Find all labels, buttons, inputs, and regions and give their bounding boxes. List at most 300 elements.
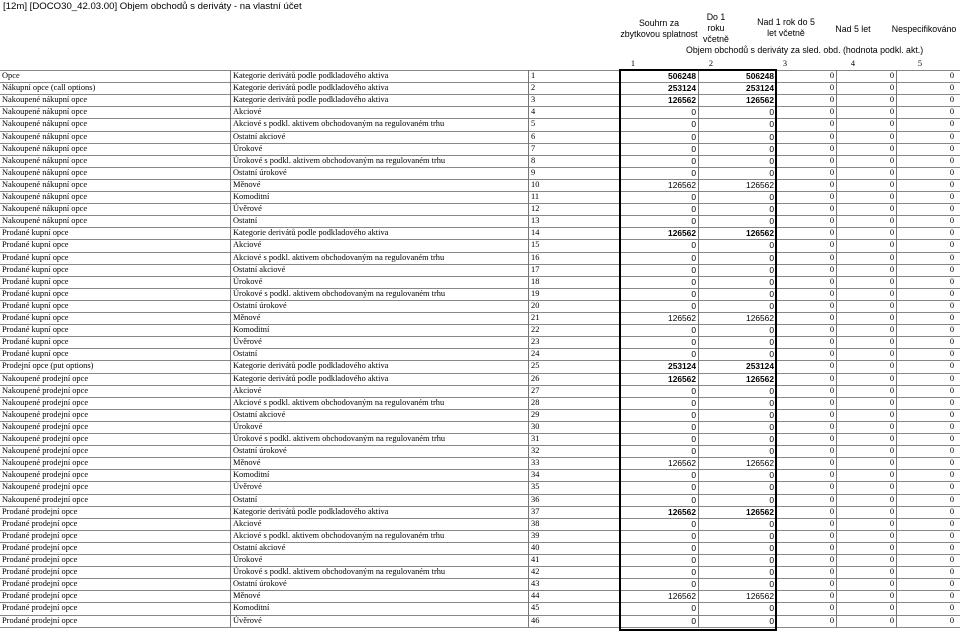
row-number-cell: 9 [528,167,620,179]
row-number-cell: 25 [528,360,620,372]
row-subcategory-cell: Úvěrové [230,203,528,215]
value-1-5y-cell: 0 [776,300,836,312]
value-up-to-1y-cell: 0 [698,385,776,397]
value-unspecified-cell: 0 [896,518,960,530]
value-1-5y-cell: 0 [776,457,836,469]
value-over-5y-cell: 0 [836,518,896,530]
table-row [0,167,960,179]
row-category-cell: Prodané prodejní opce [2,530,78,540]
value-over-5y-cell: 0 [836,602,896,614]
value-total-cell: 0 [620,385,698,397]
value-1-5y-cell: 0 [776,70,836,82]
table-row [0,300,960,312]
value-over-5y-cell: 0 [836,312,896,324]
value-total-cell: 0 [620,554,698,566]
row-category-cell: Nakoupené prodejní opce [2,373,89,383]
value-unspecified-cell: 0 [896,615,960,627]
value-1-5y-cell: 0 [776,445,836,457]
value-up-to-1y-cell: 0 [698,602,776,614]
value-total-cell: 126562 [620,312,698,324]
value-up-to-1y-cell: 0 [698,433,776,445]
row-number-cell: 38 [528,518,620,530]
table-row [0,155,960,167]
row-number-cell: 20 [528,300,620,312]
value-over-5y-cell: 0 [836,143,896,155]
row-subcategory-cell: Akciové [230,106,528,118]
row-category-cell: Prodané prodejní opce [2,506,78,516]
value-up-to-1y-cell: 0 [698,530,776,542]
value-total-cell: 0 [620,602,698,614]
row-subcategory-cell: Ostatní akciové [230,131,528,143]
row-number-cell: 13 [528,215,620,227]
value-up-to-1y-cell: 0 [698,615,776,627]
value-total-cell: 0 [620,421,698,433]
table-row [0,506,960,518]
value-over-5y-cell: 0 [836,324,896,336]
value-over-5y-cell: 0 [836,494,896,506]
value-over-5y-cell: 0 [836,82,896,94]
row-subcategory-cell: Měnové [230,590,528,602]
table-row [0,530,960,542]
value-unspecified-cell: 0 [896,155,960,167]
row-category-cell: Nakoupené prodejní opce [2,446,89,456]
row-category-cell: Nakoupené nákupní opce [2,95,88,105]
row-subcategory-cell: Ostatní akciové [230,542,528,554]
row-category-cell: Nakoupené prodejní opce [2,458,89,468]
value-unspecified-cell: 0 [896,227,960,239]
row-subcategory-cell: Kategorie derivátů podle podkladového aktiva [230,373,528,385]
table-row [0,94,960,106]
row-subcategory-cell: Akciové s podkl. aktivem obchodovaným na regulovaném trhu [230,397,528,409]
row-category-cell: Nakoupené nákupní opce [2,131,88,141]
value-over-5y-cell: 0 [836,288,896,300]
value-up-to-1y-cell: 0 [698,106,776,118]
value-1-5y-cell: 0 [776,518,836,530]
row-number-cell: 44 [528,590,620,602]
value-over-5y-cell: 0 [836,203,896,215]
row-subcategory-cell: Měnové [230,312,528,324]
value-over-5y-cell: 0 [836,554,896,566]
table-row [0,457,960,469]
value-unspecified-cell: 0 [896,288,960,300]
row-subcategory-cell: Ostatní akciové [230,409,528,421]
table-row [0,373,960,385]
value-1-5y-cell: 0 [776,590,836,602]
table-row [0,264,960,276]
table-row [0,433,960,445]
value-over-5y-cell: 0 [836,239,896,251]
value-over-5y-cell: 0 [836,590,896,602]
value-up-to-1y-cell: 0 [698,421,776,433]
row-number-cell: 10 [528,179,620,191]
value-total-cell: 126562 [620,179,698,191]
value-total-cell: 0 [620,409,698,421]
value-over-5y-cell: 0 [836,106,896,118]
value-total-cell: 126562 [620,457,698,469]
row-subcategory-cell: Akciové [230,239,528,251]
value-over-5y-cell: 0 [836,566,896,578]
value-up-to-1y-cell: 126562 [698,506,776,518]
row-divider [0,627,960,628]
column-number: 1 [630,59,636,68]
value-up-to-1y-cell: 0 [698,445,776,457]
row-subcategory-cell: Ostatní úrokové [230,300,528,312]
header-over-5-years: Nad 5 let [835,23,871,34]
value-up-to-1y-cell: 0 [698,131,776,143]
table-row [0,288,960,300]
header-1-to-5-years: Nad 1 rok do 5 let včetně [757,17,815,38]
value-unspecified-cell: 0 [896,542,960,554]
value-total-cell: 0 [620,131,698,143]
row-number-cell: 5 [528,118,620,130]
row-subcategory-cell: Ostatní [230,494,528,506]
row-category-cell: Nakoupené prodejní opce [2,434,89,443]
value-unspecified-cell: 0 [896,336,960,348]
value-up-to-1y-cell: 0 [698,554,776,566]
value-unspecified-cell: 0 [896,82,960,94]
value-total-cell: 0 [620,215,698,227]
value-1-5y-cell: 0 [776,360,836,372]
row-subcategory-cell: Ostatní úrokové [230,167,528,179]
value-total-cell: 126562 [620,506,698,518]
row-subcategory-cell: Komoditní [230,602,528,614]
value-1-5y-cell: 0 [776,481,836,493]
table-row [0,566,960,578]
table-row [0,324,960,336]
row-number-cell: 28 [528,397,620,409]
row-subcategory-cell: Úrokové s podkl. aktivem obchodovaným na regulovaném trhu [230,155,528,167]
row-category-cell: Prodané kupní opce [2,288,69,298]
value-1-5y-cell: 0 [776,239,836,251]
value-total-cell: 0 [620,445,698,457]
row-subcategory-cell: Úvěrové [230,336,528,348]
row-number-cell: 34 [528,469,620,481]
table-row [0,227,960,239]
value-total-cell: 506248 [620,70,698,82]
value-over-5y-cell: 0 [836,300,896,312]
value-unspecified-cell: 0 [896,590,960,602]
table-row [0,131,960,143]
value-unspecified-cell: 0 [896,215,960,227]
value-total-cell: 0 [620,191,698,203]
table-row [0,578,960,590]
value-up-to-1y-cell: 0 [698,118,776,130]
value-up-to-1y-cell: 0 [698,239,776,251]
value-unspecified-cell: 0 [896,457,960,469]
value-unspecified-cell: 0 [896,239,960,251]
row-category-cell: Nakoupené prodejní opce [2,397,89,407]
value-over-5y-cell: 0 [836,445,896,457]
value-1-5y-cell: 0 [776,602,836,614]
row-number-cell: 2 [528,82,620,94]
value-total-cell: 0 [620,578,698,590]
value-unspecified-cell: 0 [896,578,960,590]
table-row [0,469,960,481]
value-over-5y-cell: 0 [836,118,896,130]
value-total-cell: 126562 [620,227,698,239]
row-subcategory-cell: Ostatní [230,215,528,227]
value-total-cell: 253124 [620,360,698,372]
value-total-cell: 126562 [620,94,698,106]
row-category-cell: Prodané kupní opce [2,349,69,359]
row-subcategory-cell: Komoditní [230,469,528,481]
value-1-5y-cell: 0 [776,118,836,130]
row-category-cell: Nakoupené nákupní opce [2,167,88,177]
table-row [0,397,960,409]
row-number-cell: 31 [528,433,620,445]
value-over-5y-cell: 0 [836,615,896,627]
row-number-cell: 46 [528,615,620,627]
value-total-cell: 0 [620,566,698,578]
row-subcategory-cell: Kategorie derivátů podle podkladového aktiva [230,82,528,94]
value-over-5y-cell: 0 [836,530,896,542]
row-number-cell: 40 [528,542,620,554]
row-number-cell: 29 [528,409,620,421]
value-up-to-1y-cell: 0 [698,518,776,530]
value-up-to-1y-cell: 0 [698,143,776,155]
value-1-5y-cell: 0 [776,348,836,360]
row-category-cell: Prodané kupní opce [2,313,69,322]
value-unspecified-cell: 0 [896,167,960,179]
row-subcategory-cell: Měnové [230,179,528,191]
row-subcategory-cell: Úrokové s podkl. aktivem obchodovaným na regulovaném trhu [230,288,528,300]
row-category-cell: Prodané kupní opce [2,325,69,335]
table-row [0,518,960,530]
value-unspecified-cell: 0 [896,494,960,506]
value-1-5y-cell: 0 [776,530,836,542]
row-number-cell: 26 [528,373,620,385]
row-category-cell: Nakoupené nákupní opce [2,179,88,189]
row-number-cell: 6 [528,131,620,143]
value-total-cell: 0 [620,397,698,409]
value-unspecified-cell: 0 [896,566,960,578]
row-category-cell: Prodané kupní opce [2,300,69,310]
value-1-5y-cell: 0 [776,82,836,94]
row-subcategory-cell: Ostatní úrokové [230,578,528,590]
value-total-cell: 0 [620,494,698,506]
value-total-cell: 0 [620,469,698,481]
row-number-cell: 19 [528,288,620,300]
value-up-to-1y-cell: 0 [698,215,776,227]
value-1-5y-cell: 0 [776,264,836,276]
table-row [0,70,960,82]
row-subcategory-cell: Ostatní [230,348,528,360]
row-number-cell: 43 [528,578,620,590]
value-unspecified-cell: 0 [896,324,960,336]
value-unspecified-cell: 0 [896,131,960,143]
row-subcategory-cell: Akciové s podkl. aktivem obchodovaným na regulovaném trhu [230,530,528,542]
value-up-to-1y-cell: 126562 [698,227,776,239]
column-number: 4 [850,59,856,68]
value-up-to-1y-cell: 0 [698,155,776,167]
row-category-cell: Nakoupené nákupní opce [2,216,88,226]
value-up-to-1y-cell: 0 [698,494,776,506]
value-unspecified-cell: 0 [896,530,960,542]
row-number-cell: 1 [528,70,620,82]
table-row [0,252,960,264]
value-1-5y-cell: 0 [776,373,836,385]
value-over-5y-cell: 0 [836,469,896,481]
row-category-cell: Nakoupené nákupní opce [2,192,88,201]
value-1-5y-cell: 0 [776,566,836,578]
row-category-cell: Prodané kupní opce [2,252,69,262]
value-up-to-1y-cell: 0 [698,264,776,276]
row-number-cell: 23 [528,336,620,348]
row-category-cell: Nakoupené prodejní opce [2,385,89,395]
row-subcategory-cell: Ostatní úrokové [230,445,528,457]
row-subcategory-cell: Kategorie derivátů podle podkladového aktiva [230,70,528,82]
row-category-cell: Nakoupené nákupní opce [2,155,88,165]
row-category-cell: Prodané prodejní opce [2,567,78,577]
value-total-cell: 0 [620,143,698,155]
value-over-5y-cell: 0 [836,360,896,372]
table-row [0,615,960,627]
value-over-5y-cell: 0 [836,131,896,143]
row-category-cell: Prodejní opce (put options) [2,361,94,371]
value-over-5y-cell: 0 [836,542,896,554]
row-category-cell: Prodané prodejní opce [2,603,78,613]
value-total-cell: 126562 [620,590,698,602]
value-unspecified-cell: 0 [896,445,960,457]
value-1-5y-cell: 0 [776,252,836,264]
row-number-cell: 36 [528,494,620,506]
value-unspecified-cell: 0 [896,252,960,264]
value-total-cell: 0 [620,433,698,445]
value-total-cell: 0 [620,324,698,336]
value-1-5y-cell: 0 [776,397,836,409]
value-unspecified-cell: 0 [896,506,960,518]
row-subcategory-cell: Kategorie derivátů podle podkladového aktiva [230,227,528,239]
value-total-cell: 0 [620,336,698,348]
value-over-5y-cell: 0 [836,433,896,445]
row-number-cell: 11 [528,191,620,203]
row-subcategory-cell: Akciové s podkl. aktivem obchodovaným na regulovaném trhu [230,118,528,130]
value-over-5y-cell: 0 [836,70,896,82]
row-category-cell: Prodané prodejní opce [2,518,78,528]
value-up-to-1y-cell: 506248 [698,70,776,82]
row-subcategory-cell: Komoditní [230,191,528,203]
value-1-5y-cell: 0 [776,506,836,518]
value-over-5y-cell: 0 [836,227,896,239]
value-1-5y-cell: 0 [776,469,836,481]
row-number-cell: 14 [528,227,620,239]
value-up-to-1y-cell: 0 [698,203,776,215]
value-up-to-1y-cell: 0 [698,542,776,554]
value-unspecified-cell: 0 [896,373,960,385]
value-over-5y-cell: 0 [836,94,896,106]
row-category-cell: Prodané prodejní opce [2,542,78,552]
row-number-cell: 22 [528,324,620,336]
row-subcategory-cell: Komoditní [230,324,528,336]
row-number-cell: 32 [528,445,620,457]
row-subcategory-cell: Úrokové [230,276,528,288]
row-number-cell: 18 [528,276,620,288]
table-row [0,239,960,251]
value-up-to-1y-cell: 0 [698,167,776,179]
value-1-5y-cell: 0 [776,215,836,227]
value-over-5y-cell: 0 [836,276,896,288]
table-row [0,215,960,227]
value-unspecified-cell: 0 [896,179,960,191]
value-unspecified-cell: 0 [896,409,960,421]
row-number-cell: 3 [528,94,620,106]
value-over-5y-cell: 0 [836,578,896,590]
value-total-cell: 0 [620,118,698,130]
row-subcategory-cell: Úvěrové [230,615,528,627]
value-over-5y-cell: 0 [836,348,896,360]
row-number-cell: 17 [528,264,620,276]
value-1-5y-cell: 0 [776,312,836,324]
value-total-cell: 0 [620,239,698,251]
value-over-5y-cell: 0 [836,264,896,276]
table-row [0,494,960,506]
value-total-cell: 0 [620,203,698,215]
table-row [0,421,960,433]
value-1-5y-cell: 0 [776,179,836,191]
row-category-cell: Prodané kupní opce [2,240,69,250]
table-row [0,106,960,118]
row-subcategory-cell: Úvěrové [230,481,528,493]
value-unspecified-cell: 0 [896,348,960,360]
table-row [0,348,960,360]
row-number-cell: 15 [528,239,620,251]
row-number-cell: 21 [528,312,620,324]
value-unspecified-cell: 0 [896,421,960,433]
value-unspecified-cell: 0 [896,276,960,288]
row-category-cell: Prodané kupní opce [2,264,69,274]
value-unspecified-cell: 0 [896,433,960,445]
value-1-5y-cell: 0 [776,203,836,215]
row-category-cell: Opce [2,71,20,80]
value-unspecified-cell: 0 [896,203,960,215]
column-number: 2 [708,59,714,68]
table-row [0,82,960,94]
row-subcategory-cell: Úrokové [230,554,528,566]
row-category-cell: Nakoupené prodejní opce [2,482,89,492]
value-total-cell: 0 [620,530,698,542]
row-category-cell: Nakoupené prodejní opce [2,409,89,419]
value-unspecified-cell: 0 [896,481,960,493]
row-subcategory-cell: Akciové s podkl. aktivem obchodovaným na regulovaném trhu [230,252,528,264]
row-category-cell: Prodané prodejní opce [2,579,78,589]
table-row [0,542,960,554]
value-up-to-1y-cell: 126562 [698,179,776,191]
value-unspecified-cell: 0 [896,70,960,82]
row-number-cell: 4 [528,106,620,118]
value-total-cell: 0 [620,276,698,288]
value-unspecified-cell: 0 [896,191,960,203]
value-up-to-1y-cell: 0 [698,252,776,264]
table-row [0,409,960,421]
row-number-cell: 42 [528,566,620,578]
row-number-cell: 12 [528,203,620,215]
value-1-5y-cell: 0 [776,615,836,627]
value-up-to-1y-cell: 126562 [698,457,776,469]
value-over-5y-cell: 0 [836,397,896,409]
value-total-cell: 0 [620,155,698,167]
row-number-cell: 30 [528,421,620,433]
value-unspecified-cell: 0 [896,554,960,566]
value-total-cell: 0 [620,300,698,312]
value-up-to-1y-cell: 126562 [698,590,776,602]
value-1-5y-cell: 0 [776,324,836,336]
row-number-cell: 16 [528,252,620,264]
value-up-to-1y-cell: 0 [698,481,776,493]
row-category-cell: Prodané kupní opce [2,228,69,238]
value-total-cell: 0 [620,106,698,118]
value-up-to-1y-cell: 253124 [698,82,776,94]
value-up-to-1y-cell: 0 [698,336,776,348]
